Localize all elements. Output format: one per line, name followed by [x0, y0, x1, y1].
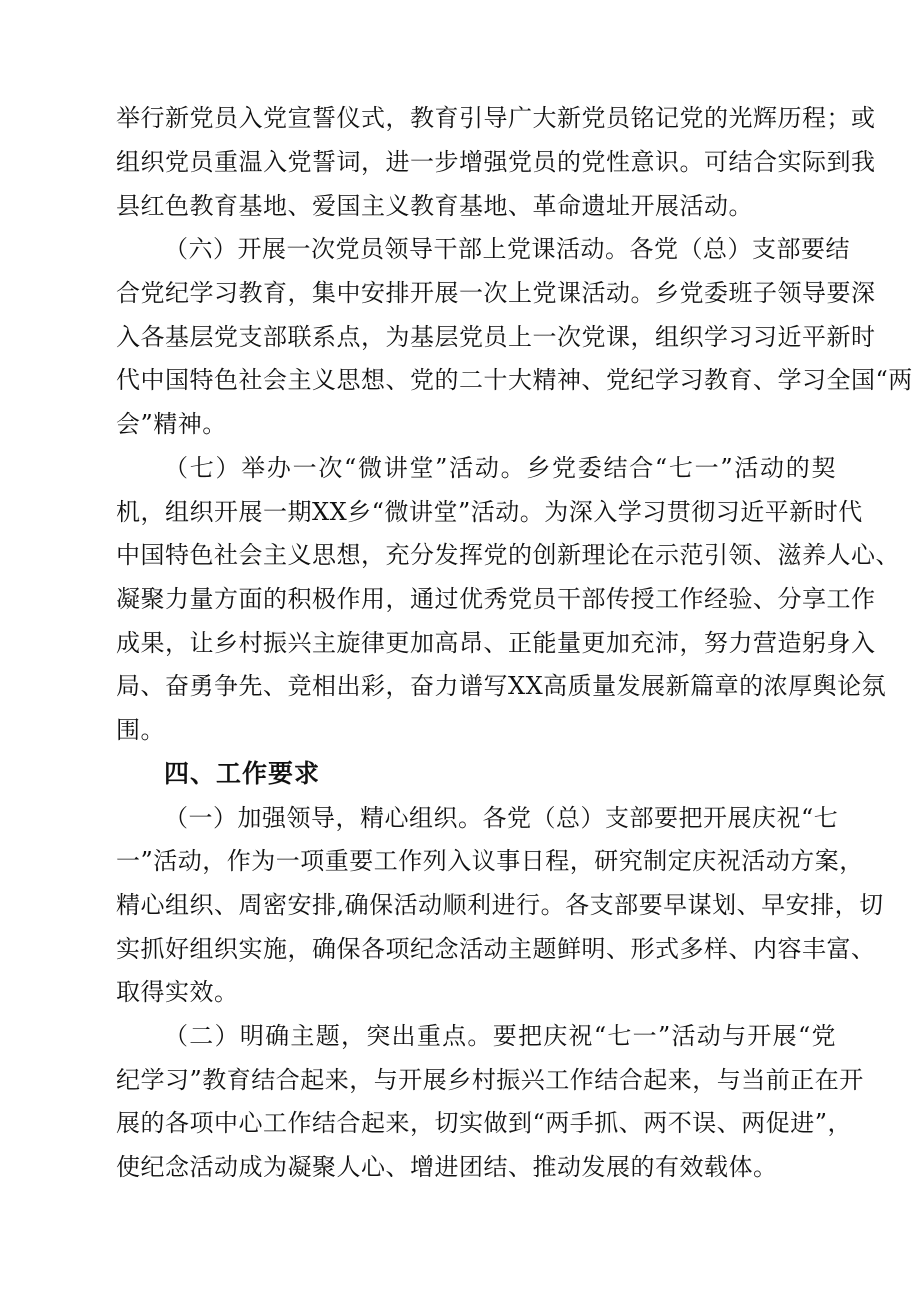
body-text-line: 会”精神。: [116, 410, 227, 438]
body-text-line: 凝聚力量方面的积极作用，通过优秀党员干部传授工作经验、分享工作: [116, 585, 876, 613]
body-text-line: 围。: [116, 716, 165, 744]
paragraph-first-line: （七）举办一次“微讲堂”活动。乡党委结合“七一”活动的契: [164, 454, 836, 482]
body-text-line: 展的各项中心工作结合起来，切实做到“两手抓、两不误、两促进”，: [116, 1109, 853, 1137]
body-text-line: 县红色教育基地、爱国主义教育基地、革命遗址开展活动。: [116, 192, 753, 220]
body-text-line: 实抓好组织实施，确保各项纪念活动主题鲜明、形式多样、内容丰富、: [116, 935, 876, 963]
body-text-line: 代中国特色社会主义思想、党的二十大精神、党纪学习教育、学习全国“两: [116, 366, 913, 394]
body-text-line: 组织党员重温入党誓词，进一步增强党员的党性意识。可结合实际到我: [116, 148, 876, 176]
body-text-line: 合党纪学习教育，集中安排开展一次上党课活动。乡党委班子领导要深: [116, 279, 876, 307]
body-text-line: 成果，让乡村振兴主旋律更加高昂、正能量更加充沛，努力营造躬身入: [116, 629, 876, 657]
body-text-line: 纪学习”教育结合起来，与开展乡村振兴工作结合起来，与当前正在开: [116, 1066, 864, 1094]
body-text-line: 中国特色社会主义思想，充分发挥党的创新理论在示范引领、滋养人心、: [116, 541, 900, 569]
body-text-line: 机，组织开展一期XX乡“微讲堂”活动。为深入学习贯彻习近平新时代: [116, 498, 863, 526]
paragraph-first-line: （六）开展一次党员领导干部上党课活动。各党（总）支部要结: [164, 235, 850, 263]
body-text-line: 举行新党员入党宣誓仪式，教育引导广大新党员铭记党的光辉历程；或: [116, 104, 876, 132]
section-heading: 四、工作要求: [164, 759, 321, 788]
body-text-line: 取得实效。: [116, 978, 239, 1006]
body-text-line: 使纪念活动成为凝聚人心、增进团结、推动发展的有效载体。: [116, 1153, 778, 1181]
paragraph-first-line: （二）明确主题，突出重点。要把庆祝“七一”活动与开展“党: [164, 1022, 836, 1050]
body-text-line: 入各基层党支部联系点，为基层党员上一次党课，组织学习习近平新时: [116, 323, 876, 351]
paragraph-first-line: （一）加强领导，精心组织。各党（总）支部要把开展庆祝“七: [164, 804, 839, 832]
body-text-line: 精心组织、周密安排,确保活动顺利进行。各支部要早谋划、早安排，切: [116, 891, 884, 919]
body-text-line: 一”活动，作为一项重要工作列入议事日程，研究制定庆祝活动方案，: [116, 847, 864, 875]
body-text-line: 局、奋勇争先、竞相出彩，奋力谱写XX高质量发展新篇章的浓厚舆论氛: [116, 672, 887, 700]
